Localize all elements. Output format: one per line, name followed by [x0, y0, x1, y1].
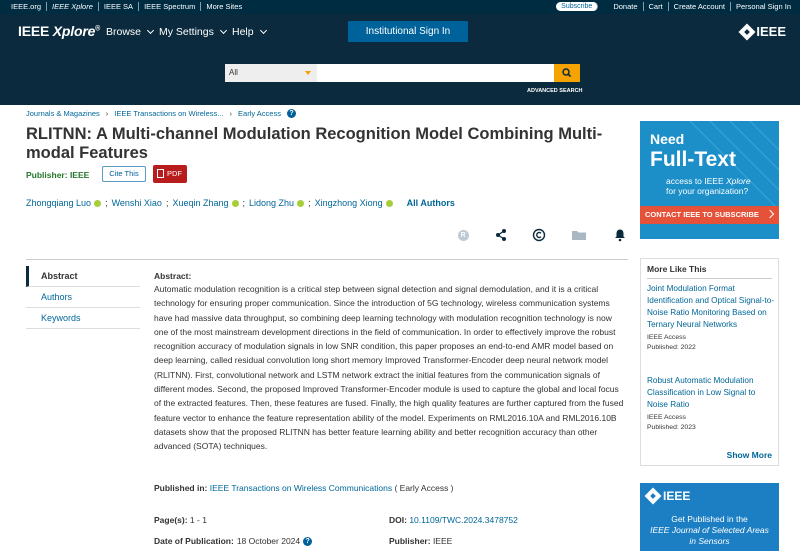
publication-date	[154, 536, 312, 546]
author-separator: ;	[242, 198, 246, 208]
ad-ieee-text: IEEE	[663, 489, 691, 503]
chevron-right-icon	[766, 210, 774, 218]
related-source: IEEE Access	[647, 334, 686, 341]
logo-text-italic: Xplore	[52, 23, 96, 39]
published-in-label: Published in:	[154, 483, 208, 493]
doi-label: DOI:	[389, 515, 407, 525]
link-ieee-sa[interactable]: IEEE SA	[99, 2, 139, 11]
page-range	[154, 515, 207, 525]
author-separator: ;	[308, 198, 311, 208]
search-bar	[225, 64, 580, 82]
link-ieee-spectrum[interactable]: IEEE Spectrum	[139, 2, 201, 11]
bell-icon-glyph	[613, 228, 627, 242]
orcid-icon[interactable]	[94, 200, 101, 207]
subscribe-button[interactable]: Subscribe	[556, 2, 598, 11]
breadcrumb-separator: ›	[229, 109, 233, 118]
ieee-logo[interactable]	[741, 24, 786, 39]
publisher-label: Publisher:	[26, 170, 68, 180]
search-scope-select[interactable]: All	[225, 64, 317, 82]
copyright-icon-glyph	[532, 228, 546, 242]
registered-mark: ®	[95, 25, 101, 33]
nav-help-label: Help	[232, 26, 254, 38]
panel-divider	[647, 278, 772, 279]
link-cart[interactable]: Cart	[644, 2, 669, 11]
pdf-icon	[157, 169, 164, 178]
related-source: IEEE Access	[647, 414, 686, 421]
ieee-logo	[647, 489, 690, 503]
publisher-meta-label: Publisher:	[389, 536, 431, 546]
utility-bar	[0, 0, 800, 14]
related-published: Published: 2022	[647, 344, 696, 351]
author-link[interactable]: Wenshi Xiao	[111, 198, 162, 208]
logo-text: IEEE	[18, 23, 53, 39]
author-link[interactable]: Lidong Zhu	[249, 198, 295, 208]
author-link[interactable]: Zhongqiang Luo	[26, 198, 92, 208]
folder-icon-glyph	[571, 228, 587, 242]
help-icon[interactable]: ?	[287, 109, 296, 118]
cite-this-button[interactable]: Cite This	[102, 166, 146, 182]
search-button[interactable]	[554, 64, 580, 82]
link-ieee-xplore[interactable]: IEEE Xplore	[47, 2, 99, 11]
ad-access-line: access to IEEE	[666, 176, 726, 186]
search-icon	[554, 64, 580, 82]
help-icon[interactable]: ?	[303, 537, 312, 546]
copyright-icon[interactable]	[531, 228, 547, 242]
ieee-diamond-icon	[645, 488, 662, 505]
document-sections-nav	[26, 266, 140, 329]
published-in	[154, 483, 454, 493]
contact-subscribe-label: CONTACT IEEE TO SUBSCRIBE	[645, 210, 759, 219]
section-nav-keywords[interactable]: Keywords	[26, 308, 140, 329]
rights-permissions-icon[interactable]	[455, 228, 471, 242]
related-article-link[interactable]: Joint Modulation Format Identification and Optical Signal-to-Noise Ratio Monitoring Based on Ternary Neural Networks	[647, 284, 774, 329]
abstract-text: Automatic modulation recognition is a critical step between signal detection and signal demodulation, and it is a critical technology for ensuring proper communication. Since the introduction of 5G technology, wireless communication systems have had massive data throughput, so combining deep learning technology with modulation recognition technology is now one of the most mainstream development directions in the field of communication. In order to effectively improve the robust recognition accuracy of modulation signals in low SNR condition, this paper proposes an end-to-end AMR model based on deep learning, called residual convolution long short memory Improved Transformer-Encoder deep neural network model (RLITNN). First, convolutional network and LSTM network extract the initial features from the communication signals of different modes. Second, the proposed Improved Transformer-Encoder module is used to capture the global and local focus of the extracted features. Then, these features are fused. Finally, the high quality features are further captured from the fused feature vector to enhance the feature representation ability of the model. Experiments on RML2016.10A and RML2016.10B datasets show that the proposed RLITNN has better feature learning ability and better recognition accuracy than other advanced (SOTA) techniques.	[154, 284, 624, 452]
author-link[interactable]: Xingzhong Xiong	[314, 198, 383, 208]
doi-link[interactable]: 10.1109/TWC.2024.3478752	[409, 515, 518, 525]
bell-icon[interactable]	[612, 228, 628, 242]
ad-journal-text	[640, 514, 779, 547]
advanced-search-link[interactable]: ADVANCED SEARCH	[527, 88, 583, 94]
more-like-this-panel	[640, 258, 779, 466]
list-item	[647, 375, 775, 433]
ieee-xplore-logo[interactable]	[18, 23, 100, 39]
link-more-sites[interactable]: More Sites	[206, 2, 243, 11]
chevron-down-icon	[220, 26, 227, 33]
section-nav-authors[interactable]: Authors	[26, 287, 140, 308]
utility-links	[6, 2, 247, 11]
ad-fulltext-text: Full-Text	[650, 148, 736, 171]
breadcrumb-journals[interactable]: Journals & Magazines	[26, 109, 100, 118]
pages-label: Page(s):	[154, 515, 188, 525]
full-text-ad[interactable]	[640, 121, 779, 239]
publication-link[interactable]: IEEE Transactions on Wireless Communications	[209, 483, 393, 493]
orcid-icon[interactable]	[386, 200, 393, 207]
publisher-meta	[389, 536, 452, 546]
ad-need-text: Need	[650, 131, 685, 147]
pages-value: 1 - 1	[189, 515, 207, 525]
author-separator: ;	[105, 198, 108, 208]
link-create-account[interactable]: Create Account	[669, 2, 731, 11]
institutional-sign-in-button[interactable]: Institutional Sign In	[348, 21, 468, 42]
orcid-icon[interactable]	[232, 200, 239, 207]
nav-browse-label: Browse	[106, 26, 142, 38]
pdf-label: PDF	[167, 169, 182, 178]
author-link[interactable]: Xueqin Zhang	[172, 198, 229, 208]
abstract-heading: Abstract:	[154, 271, 192, 281]
ad-line-1: Get Published in the	[671, 514, 748, 524]
chevron-down-icon	[260, 26, 267, 33]
related-published: Published: 2023	[647, 424, 696, 431]
pdf-button[interactable]	[153, 165, 187, 183]
all-authors-link[interactable]: All Authors	[406, 198, 455, 208]
date-label: Date of Publication:	[154, 536, 234, 546]
ad-line-2: IEEE Journal of Selected Areas	[650, 525, 769, 535]
date-value: 18 October 2024	[236, 536, 301, 546]
share-icon-glyph	[494, 228, 508, 242]
more-like-this-heading: More Like This	[647, 264, 707, 274]
nav-browse[interactable]	[106, 26, 153, 38]
publisher-value: IEEE	[69, 170, 90, 180]
ieee-diamond-icon	[739, 23, 756, 40]
page-title: RLITNN: A Multi-channel Modulation Recognition Model Combining Multi-modal Features	[26, 125, 603, 162]
published-in-suffix: ( Early Access )	[392, 483, 454, 493]
chevron-down-icon	[147, 26, 154, 33]
link-ieee-org[interactable]: IEEE.org	[6, 2, 47, 11]
ieee-logo-text: IEEE	[756, 24, 786, 39]
author-separator: ;	[165, 198, 169, 208]
publisher-meta-value: IEEE	[432, 536, 453, 546]
list-item	[647, 283, 775, 353]
search-input[interactable]	[317, 64, 554, 82]
ad-xplore-word: Xplore	[726, 176, 751, 186]
breadcrumb-transactions[interactable]: IEEE Transactions on Wireless...	[114, 109, 224, 118]
folder-icon[interactable]	[571, 228, 587, 242]
breadcrumb-early-access[interactable]: Early Access	[238, 109, 281, 118]
breadcrumb	[26, 109, 296, 118]
link-donate[interactable]: Donate	[608, 2, 643, 11]
account-links	[556, 2, 796, 11]
orcid-icon[interactable]	[297, 200, 304, 207]
rights-icon-badge: R	[458, 230, 469, 241]
ad-access-text	[666, 176, 751, 196]
related-article-link[interactable]: Robust Automatic Modulation Classification in Low Signal to Noise Ratio	[647, 376, 756, 409]
journal-ad[interactable]	[640, 483, 779, 551]
nav-my-settings-label: My Settings	[159, 26, 214, 38]
author-list	[26, 198, 455, 208]
section-nav-abstract[interactable]: Abstract	[26, 266, 140, 287]
nav-my-settings[interactable]	[159, 26, 226, 38]
link-personal-sign-in[interactable]: Personal Sign In	[735, 2, 791, 11]
nav-help[interactable]	[232, 26, 266, 38]
breadcrumb-separator: ›	[105, 109, 109, 118]
ad-org-line: for your organization?	[666, 186, 749, 196]
contact-subscribe-button[interactable]	[640, 206, 779, 224]
share-icon[interactable]	[493, 228, 509, 242]
show-more-link[interactable]: Show More	[726, 450, 772, 460]
section-divider	[26, 259, 628, 260]
site-header	[0, 14, 800, 105]
ad-line-3: in Sensors	[689, 536, 730, 546]
publisher-line	[26, 170, 89, 180]
doi	[389, 515, 518, 525]
